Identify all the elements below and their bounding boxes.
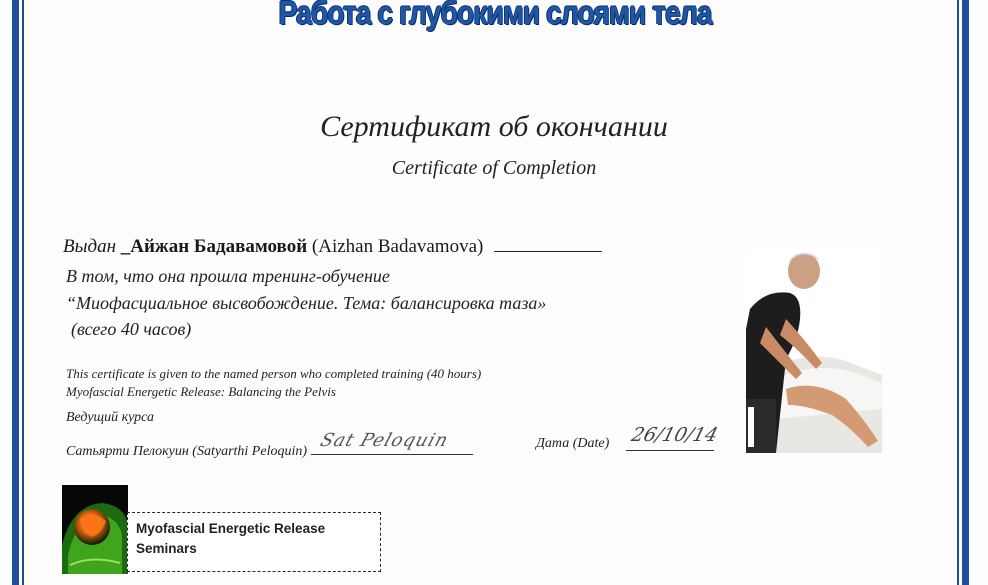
body-ru-line-2: “Миофасциальное высвобождение. Тема: балансировка таза» <box>66 293 547 313</box>
anatomy-figure-icon <box>62 485 128 574</box>
body-en-line-2: Myofascial Energetic Release: Balancing the Pelvis <box>66 384 336 399</box>
date-label: Дата (Date) <box>536 436 610 451</box>
frame-border-left <box>12 0 19 585</box>
seminars-subtitle: Seminars <box>136 541 197 556</box>
instructor-label: Ведущий курса <box>66 410 155 425</box>
frame-border-right-inner <box>957 0 959 585</box>
seminars-logo <box>62 485 128 574</box>
frame-border-left-inner <box>22 0 24 585</box>
body-en-line-1: This certificate is given to the named person who completed training (40 hours) <box>66 366 482 381</box>
instructor-photo <box>746 249 882 453</box>
issued-label: Выдан <box>63 236 117 257</box>
name-underline <box>494 251 602 252</box>
issued-to-line <box>63 236 602 258</box>
body-ru-line-3: (всего 40 часов) <box>71 319 192 339</box>
course-banner: Работа с глубокими слоями тела <box>278 0 712 31</box>
date-value: 26/10/14 <box>629 424 721 446</box>
recipient-name-ru: _Айжан Бадавамовой <box>120 236 308 257</box>
recipient-name-en: (Aizhan Badavamova) <box>311 236 484 257</box>
seminars-box <box>127 512 381 572</box>
date-field <box>626 424 721 451</box>
seminars-title: Myofascial Energetic Release <box>136 521 326 536</box>
instructor-name: Сатьярти Пелокуин (Satyarthi Peloquin) <box>66 444 308 459</box>
certificate-title-ru: Сертификат об окончании <box>320 110 668 143</box>
massage-photo-illustration <box>746 249 882 453</box>
certificate-title-en: Certificate of Completion <box>391 157 597 179</box>
signature-field <box>311 430 473 455</box>
frame-border-right <box>962 0 969 585</box>
instructor-signature-row <box>66 430 473 460</box>
handwritten-signature: Sat Peloquin <box>317 430 451 451</box>
body-ru-line-1: В том, что она прошла тренинг-обучение <box>66 266 390 286</box>
